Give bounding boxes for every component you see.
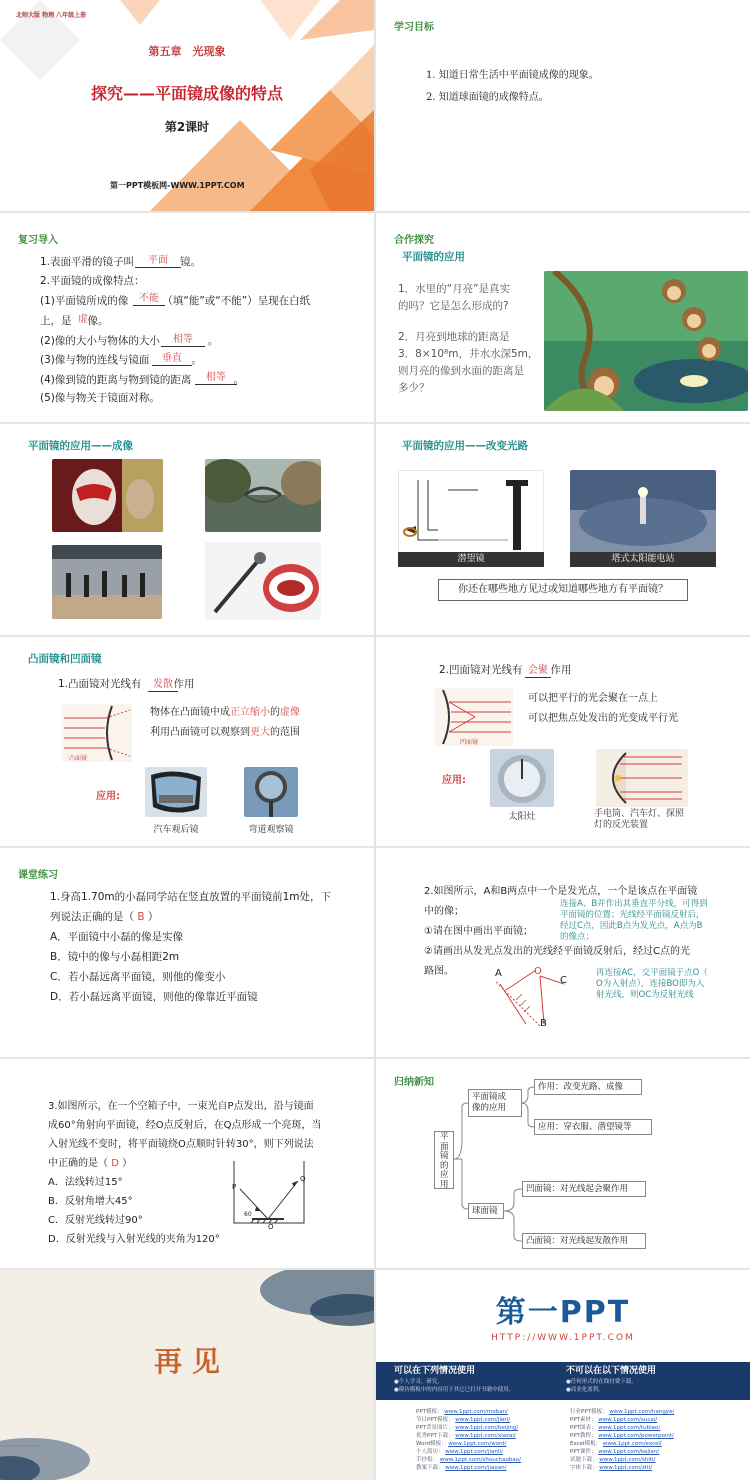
box-reflection-diagram (228, 1161, 308, 1227)
site-logo: 第一PPT (495, 1295, 631, 1330)
node-application: 应用：穿衣服、潜望镜等 (534, 1119, 652, 1135)
concave-diagram-label: 凹面镜 (460, 739, 479, 746)
link[interactable]: www.1ppt.com/sucai/ (598, 1417, 658, 1423)
site-url[interactable]: HTTP://WWW.1PPT.COM (491, 1333, 635, 1343)
link[interactable]: www.1ppt.com/word/ (448, 1441, 507, 1447)
question-line: ②请画出从发光点发出的光线经平面镜反射后，经过C点的光 (424, 946, 690, 957)
slide-title: 平面镜的应用——改变光路 (402, 440, 528, 452)
point-q-label: Q (300, 1175, 306, 1183)
node-function: 作用：改变光路、成像 (534, 1079, 642, 1095)
chapter-title: 第五章 光现象 (148, 45, 226, 58)
answer-blank: 相等 (195, 371, 237, 385)
root-node: 平 面 镜 的 应 用 (434, 1131, 454, 1189)
slide-imaging[interactable] (0, 424, 374, 635)
review-line-6: (3)像与物的连线与镜面 。 (40, 354, 202, 366)
option-c: C．反射光线转过90° (48, 1215, 143, 1226)
caption-car-mirror: 汽车观后镜 (153, 825, 199, 835)
convex-line-1: 1.凸面镜对光线有 作用 (58, 678, 195, 690)
option-b: B．反射角增大45° (48, 1196, 133, 1207)
link[interactable]: www.1ppt.com/powerpoint/ (598, 1433, 674, 1439)
caption-reflector: 手电筒、汽车灯、探照 灯的反光装置 (594, 809, 685, 830)
link[interactable]: www.1ppt.com/jianli/ (445, 1449, 503, 1455)
caption-road-mirror: 弯道观察镜 (248, 825, 294, 835)
goodbye-text: 再 见 (154, 1345, 220, 1378)
slide-title: 复习导入 (18, 235, 58, 246)
slide-exercise-3[interactable] (0, 1059, 374, 1268)
slide-title: 学习目标 (394, 22, 434, 33)
car-mirror-photo (145, 767, 207, 817)
link[interactable]: www.1ppt.com/ziti/ (599, 1465, 652, 1471)
publisher: 北师大版 物理 八年级上册 (16, 12, 87, 19)
lesson-number: 第2课时 (164, 120, 210, 134)
goal-item: 1. 知道日常生活中平面镜成像的现象。 (426, 70, 599, 81)
slide-convex-mirror[interactable] (0, 637, 374, 846)
slide-exercise-1[interactable] (0, 848, 374, 1057)
solar-tower-photo (570, 470, 716, 554)
point-o-label: O (268, 1223, 274, 1231)
cannot-use-title: 不可以在以下情况使用 (566, 1366, 657, 1376)
slide-title: 平面镜的应用——成像 (28, 440, 133, 452)
question-line: ①请在图中画出平面镜； (424, 926, 533, 937)
slide-goodbye[interactable] (0, 1270, 374, 1480)
link[interactable]: www.1ppt.com/kejian/ (598, 1449, 660, 1455)
link[interactable]: www.1ppt.com/xiazai/ (455, 1433, 516, 1439)
option-d: D．反射光线与入射光线的夹角为120° (48, 1234, 220, 1245)
hint-text-2: 再连接AC，交平面镜于点O（ O为入射点），连接BO即为入 射光线，则OC为反射光线 (596, 968, 708, 1000)
reflector-diagram (596, 749, 688, 807)
slide-learning-goals[interactable] (376, 0, 750, 211)
question-line: 2.如图所示，A和B两点中一个是发光点，一个是该点在平面镜 (424, 886, 698, 897)
link[interactable]: www.1ppt.com/beijing/ (455, 1425, 519, 1431)
slide-cover[interactable] (0, 0, 374, 211)
concave-line-3: 可以把焦点处发出的光变成平行光 (528, 713, 678, 724)
option-a: A．法线转过15° (48, 1177, 123, 1188)
slide-light-path[interactable] (376, 424, 750, 635)
goal-item: 2. 知道球面镜的成像特点。 (426, 92, 549, 103)
link[interactable]: www.1ppt.com/excel/ (602, 1441, 662, 1447)
question-line: 入射光线不变时，将平面镜绕O点顺时针转30°，则下列说法 (48, 1139, 314, 1150)
question-line: 中正确的是（ D ） (48, 1158, 133, 1169)
answer-blank: 会聚 (525, 664, 551, 678)
slide-title: 归纳新知 (394, 1077, 434, 1088)
angle-label: 60 (244, 1211, 252, 1218)
dental-mirror-photo (205, 542, 321, 620)
dance-studio-photo (52, 545, 162, 619)
caption-periscope: 潜望镜 (398, 552, 544, 567)
slide-concave-mirror[interactable] (376, 637, 750, 846)
concave-line-2: 可以把平行的光会聚在一点上 (528, 693, 658, 704)
review-line-2: 2.平面镜的成像特点： (40, 275, 145, 287)
site-label: 第一PPT模板网-WWW.1PPT.COM (110, 181, 245, 190)
opera-makeup-photo (52, 459, 163, 532)
point-p-label: P (232, 1183, 237, 1191)
caption-solar-cooker: 太阳灶 (508, 812, 536, 822)
option-d: D．若小磊远离平面镜，则他的像靠近平面镜 (50, 991, 258, 1003)
answer-blank: 相等 (161, 333, 205, 347)
links-left: PPT模板： www.1ppt.com/moban/ 节日PPT模板： www.1ppt.com/jieri/ PPT背景图片： www.1ppt.com/beijing/ 优秀PPT下载： www.1ppt.com/xiazai/ Word模板： www.1ppt.com/word/ 个人简历： www.1ppt.com/jianli/ 手抄报： www.1ppt.com/shouchaobao/ 教案下载： www.1ppt.com/jiaoan/ (416, 1409, 522, 1471)
point-b-label: B (540, 1018, 547, 1029)
cannot-use-items: ●任何形式的在线付费下载。 ●商业化盈利。 (566, 1379, 637, 1393)
review-line-8: (5)像与物关于镜面对称。 (40, 392, 160, 404)
application-label: 应用: (442, 775, 466, 786)
convex-line-3: 利用凸面镜可以观察到更大的范围 (150, 727, 300, 738)
answer-blank: 虚 (78, 314, 88, 325)
option-b: B．镜中的像与小磊相距2m (50, 951, 180, 963)
link[interactable]: www.1ppt.com/shiti/ (599, 1457, 656, 1463)
slide-summary[interactable] (376, 1059, 750, 1268)
branch-plane-mirror: 平面镜成 像的应用 (468, 1089, 522, 1117)
link[interactable]: www.1ppt.com/shouchaobao/ (439, 1457, 522, 1463)
answer-blank: 平面 (135, 254, 181, 268)
slide-title: 课堂练习 (18, 870, 58, 881)
application-label: 应用: (96, 791, 120, 802)
answer-blank: 垂直 (152, 352, 192, 366)
node-concave: 凹面镜：对光线起会聚作用 (522, 1181, 646, 1197)
question-line: 路图。 (424, 966, 454, 977)
can-use-items: ●个人学习、研究。 ●模仿模板中的内容用于其它已打开书籍中使用。 (394, 1379, 515, 1393)
solar-cooker-photo (490, 749, 554, 807)
can-use-title: 可以在下列情况使用 (394, 1366, 476, 1376)
link[interactable]: www.1ppt.com/moban/ (444, 1409, 508, 1415)
point-c-label: C (560, 975, 567, 986)
question-1: 1．水里的“月亮”是真实 的吗？它是怎么形成的? (398, 283, 511, 312)
question-line: 3.如图所示，在一个空箱子中，一束光自P点发出，沿与镜面 (48, 1101, 314, 1112)
question-line: 成60°角射向平面镜，经O点反射后，在Q点形成一个亮斑，当 (48, 1120, 322, 1131)
bridge-reflection-photo (205, 459, 321, 532)
slide-credits[interactable] (376, 1270, 750, 1480)
hint-text-1: 连接A、B并作出其垂直平分线，可得到 平面镜的位置；光线经平面镜反射后， 经过C点，因此B点为发光点，A点为B 的像点； (560, 899, 708, 942)
question-line: 列说法正确的是（ B ） (50, 911, 159, 923)
convex-diagram-label: 凸面镜 (69, 755, 88, 762)
monkeys-moon-image (544, 271, 748, 411)
slide-cooperative[interactable] (376, 213, 750, 422)
link[interactable]: www.1ppt.com/tubiao/ (598, 1425, 661, 1431)
review-line-1: 1.表面平滑的镜子叫 镜。 (40, 256, 202, 268)
answer-blank: 不能 (133, 292, 165, 306)
review-line-5: (2)像的大小与物体的大小 。 (40, 335, 219, 347)
caption-solar-tower: 塔式太阳能电站 (570, 552, 716, 567)
option-a: A．平面镜中小磊的像是实像 (50, 931, 184, 943)
node-convex: 凸面镜：对光线起发散作用 (522, 1233, 646, 1249)
point-o-label: O (534, 966, 542, 977)
question-2: 2．月亮到地球的距离是 3．8×10⁸m，井水水深5m， 则月亮的像到水面的距离是 多少？ (398, 331, 539, 394)
slide-title: 凸面镜和凹面镜 (28, 653, 102, 665)
road-mirror-photo (244, 767, 298, 817)
convex-line-2: 物体在凸面镜中成正立缩小的虚像 (150, 707, 300, 718)
concave-line-1: 2.凹面镜对光线有 作用 (439, 664, 572, 676)
answer-blank: 发散 (148, 678, 178, 692)
main-title: 探究——平面镜成像的特点 (90, 84, 283, 103)
review-line-4: 上，是 像。 (40, 315, 109, 327)
link[interactable]: www.1ppt.com/jiaoan/ (445, 1465, 507, 1471)
slide-title: 合作探究 (394, 235, 434, 246)
point-a-label: A (495, 968, 502, 979)
question-line: 中的像； (424, 906, 464, 917)
links-right: 行业PPT模板： www.1ppt.com/hangye/ PPT素材： www.1ppt.com/sucai/ PPT图表： www.1ppt.com/tubiao/ PPT教程： www.1ppt.com/powerpoint/ Excel模板： www.1ppt.com/excel/ PPT课件： www.1ppt.com/kejian/ 试题下载： www.1ppt.com/shiti/ 字体下载： www.1ppt.com/ziti/ (570, 1409, 675, 1471)
slide-review[interactable] (0, 213, 374, 422)
discussion-question: 你还在哪些地方见过或知道哪些地方有平面镜？ (438, 579, 688, 601)
option-c: C．若小磊远离平面镜，则他的像变小 (50, 971, 226, 983)
review-line-3: (1)平面镜所成的像 （填“能”或“不能”）呈现在白纸 (40, 295, 311, 307)
branch-spherical-mirror: 球面镜 (468, 1203, 504, 1219)
slide-exercise-2[interactable] (376, 848, 750, 1057)
subtitle: 平面镜的应用 (402, 251, 465, 263)
link[interactable]: www.1ppt.com/hangye/ (609, 1409, 675, 1415)
link[interactable]: www.1ppt.com/jieri/ (455, 1417, 511, 1423)
review-line-7: (4)像到镜的距离与物到镜的距离 。 (40, 374, 244, 386)
question-line: 1.身高1.70m的小磊同学站在竖直放置的平面镜前1m处，下 (50, 891, 332, 903)
